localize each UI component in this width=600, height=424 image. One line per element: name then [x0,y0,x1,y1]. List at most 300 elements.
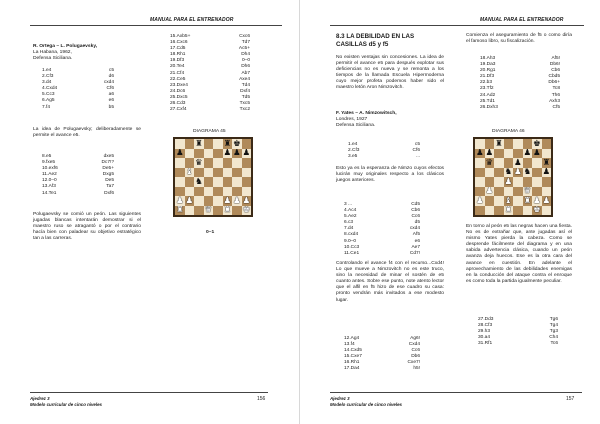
black-move: Tg6 [549,317,558,322]
board-square [494,168,504,178]
board-square [223,196,233,206]
board-square [504,206,514,216]
black-move: d5 [414,220,420,226]
board-square [175,206,185,216]
game-heading [336,111,456,129]
white-move: 21.Df3 [480,74,495,80]
black-move: b5 [108,104,114,110]
black-move: Cb6 [411,208,420,214]
black-move: Ch4 [549,335,558,341]
page-number: 156 [257,396,266,402]
white-move: 19.Da3 [480,62,496,68]
board-square [542,177,552,187]
board-square [175,187,185,197]
board-square [494,187,504,197]
chess-piece-icon: ♟ [485,148,494,158]
board-square [185,158,195,168]
white-move: 24.Dc6 [170,88,186,94]
footer-subtitle: Modelo curricular de cinco niveles [330,401,402,407]
board-square [242,196,252,206]
board-square [494,177,504,187]
commentary: No existen ventajas sin concesiones. La idea de permitir el avance e5 para después explotar sus deficiencias no es nueva y se remonta a los tiempos de la llamada Escuela Hipermoderna cuyo mejor profeta podemos haber sido el maestro letón Aron Nimzovitch. [336,55,444,91]
black-move: Cbd5 [548,74,560,80]
chess-piece-icon: ♚ [242,205,251,215]
board-square [175,168,185,178]
white-move: 12.0–0 [42,178,57,184]
board-square [232,177,242,187]
chess-piece-icon: ♟ [532,148,541,158]
board-square [223,149,233,159]
board-square [523,168,533,178]
section-title-line: 8.3 LA DEBILIDAD EN LAS [336,33,415,40]
board-square [175,139,185,149]
board-square [542,158,552,168]
board-square [532,196,542,206]
white-move: 3.d4 [42,80,52,86]
black-move: Txc5 [239,101,250,107]
chess-piece-icon: ♟ [223,148,232,158]
game-heading [33,44,153,62]
commentary: Polugaevsky se comió un peón. Las siguientes jugadas blancas intentarán demostrar si el maestro ruso se atragantó o por el contrario hacía bien con paladear su objetivo estratégico tan a las carreras. [33,212,141,242]
footer [30,396,102,407]
chess-piece-icon: ♟ [542,167,551,177]
board-square [213,177,223,187]
white-move: 3 ... [344,202,352,207]
board-square [185,168,195,178]
chess-piece-icon: ♜ [194,139,203,149]
black-move: De5+ [102,166,114,172]
game-result: 0–1 [206,230,215,235]
chess-piece-icon: ♜ [542,158,551,168]
board-square [213,168,223,178]
board-square [204,187,214,197]
black-move: Td4 [241,82,250,88]
black-move: cxd4 [409,226,420,232]
white-move: 25.Td1 [480,98,495,104]
board-square [485,149,495,159]
board-square [213,187,223,197]
board-square [532,206,542,216]
white-move: 1.e4 [42,68,52,73]
board-square [242,168,252,178]
black-move: e6 [108,98,114,104]
board-square [504,187,514,197]
white-move: 6.c3 [344,220,354,226]
header-rule [330,25,584,26]
white-move: 7.d4 [344,226,354,232]
chess-piece-icon: ♞ [523,167,532,177]
black-move: Ab7 [241,70,250,76]
black-move: Axe4 [239,76,250,82]
white-move: 16.Cxc6 [170,40,188,46]
board-square [475,168,485,178]
chess-piece-icon: ♟ [232,196,241,206]
commentary: Controlando el avance f4 con el recurso...Cxd4! Lo que mueve a Nimzovitch no es este truco, sino la necesidad de minar el sostén de e5 cuanto antes. Sobre ese punto, note atento lector que el alfil en f5 hizo de ese cuadro su casa: pronto vendrán más invitados a ese modesto lugar. [336,261,444,303]
board-square [232,168,242,178]
white-move: 6.Ag5 [42,98,55,104]
board-square [194,139,204,149]
page-header: MANUAL PARA EL ENTRENADOR [480,17,564,23]
board-square [513,187,523,197]
white-move: 27.Cxf4 [170,107,187,113]
white-move: 23.Dxe4 [170,82,188,88]
board-square [532,168,542,178]
chess-piece-icon: ♟ [532,196,541,206]
white-move: 13.Af3 [42,184,56,190]
chess-piece-icon: ♟ [504,177,513,187]
footer-title: Ajedrez 3 [30,396,50,401]
board-square [542,149,552,159]
board-square [485,187,495,197]
footer-rule [330,392,582,393]
board-square [494,206,504,216]
board-square [523,177,533,187]
white-move: 24.Ad2 [480,92,496,98]
board-square [232,139,242,149]
page-number: 157 [566,396,575,402]
chess-piece-icon: ♟ [242,148,251,158]
right-page [300,0,600,424]
move-row [480,105,560,111]
white-move: 25.Dxc5 [170,94,188,100]
board-square [504,149,514,159]
white-move: 10.Cc3 [344,244,360,250]
black-move: d6 [108,74,114,80]
black-move: De5 [105,178,114,184]
board-square [175,196,185,206]
white-move: 4.Cxd4 [42,86,58,92]
white-move: 27.Dd3 [478,317,494,322]
board-square [185,187,195,197]
board-square [204,177,214,187]
move-row [344,251,420,257]
chess-piece-icon: ♟ [232,148,241,158]
white-move: 16.Rh1 [344,360,360,366]
black-move: e6 [414,238,420,244]
game-players: R. Ortega – L. Polugaevsky, [33,44,98,49]
black-move: Ac5+ [238,46,250,52]
white-move: 30.a4 [478,335,491,341]
board-square [194,168,204,178]
board-square [523,139,533,149]
board-square [223,187,233,197]
white-move: 4.Ac4 [344,208,357,214]
moves-list [42,68,114,111]
board-square [232,158,242,168]
board-square [532,177,542,187]
board-square [213,158,223,168]
chess-piece-icon: ♟ [223,196,232,206]
board-square [523,149,533,159]
game-opening: Defensa Siciliana. [33,56,73,62]
board-square [485,168,495,178]
board-square [213,149,223,159]
footer-title: Ajedrez 3 [330,396,350,401]
board-square [232,187,242,197]
white-move: 14.Cxd5 [344,348,362,354]
board-square [542,196,552,206]
white-move: 22.Ce5 [170,76,186,82]
board-square [542,139,552,149]
page-header: MANUAL PARA EL ENTRENADOR [150,17,234,23]
board-square [532,158,542,168]
black-move: Dxf4 [240,88,250,94]
white-move: 8.cxd4 [344,232,359,238]
black-move: Th6 [551,92,560,98]
black-move: Ag6! [410,336,420,341]
chess-piece-icon: ♝ [185,167,194,177]
white-move: 15.Axb5+ [170,34,191,39]
moves-list [344,202,420,257]
white-move: 5.Cc3 [42,92,55,98]
chess-piece-icon: ♞ [504,167,513,177]
board-square [232,206,242,216]
black-move: Db6 [411,354,420,360]
board-square [542,168,552,178]
black-move: Cxc6 [239,34,250,39]
board-square [223,177,233,187]
board-square [213,196,223,206]
commentary: Esto ya es la esperanza de Nimzo cuyos efectos lucirán muy originales respecto a los clásicos juegos anteriores. [336,166,444,184]
board-square [542,206,552,216]
white-move: 9.fxe5 [42,160,56,166]
board-square [485,158,495,168]
board-square [504,196,514,206]
board-square [475,149,485,159]
board-square [242,158,252,168]
chess-piece-icon: ♜ [223,139,232,149]
moves-list [170,34,250,113]
chess-piece-icon: ♛ [194,158,203,168]
chess-piece-icon: ♟ [475,148,484,158]
moves-list [478,317,558,347]
chess-piece-icon: ♟ [185,196,194,206]
black-move: Db6+ [548,80,560,86]
chess-piece-icon: ♟ [513,167,522,177]
chess-piece-icon: ♛ [485,158,494,168]
board-square [213,139,223,149]
board-square [242,177,252,187]
board-square [494,149,504,159]
board-square [485,177,495,187]
chess-piece-icon: ♚ [532,205,541,215]
board-square [513,158,523,168]
board-square [223,158,233,168]
board-square [523,158,533,168]
board-square [223,168,233,178]
board-square [485,139,495,149]
board-square [185,177,195,187]
chess-piece-icon: ♟ [542,196,551,206]
footer-rule [30,392,268,393]
chess-piece-icon: ♜ [175,205,184,215]
board-square [185,196,195,206]
board-square [204,158,214,168]
board-square [523,206,533,216]
board-square [204,139,214,149]
commentary: Comienza el aseguramiento de f5 o como diría el famoso libro, su fiscalización. [466,33,572,45]
board-square [194,177,204,187]
white-move: 3.e5 [348,154,358,160]
board-square [513,149,523,159]
black-move: Cd5 [411,202,420,207]
board-square [185,149,195,159]
move-row [478,341,558,347]
board-square [185,139,195,149]
white-move: 11.Ae2 [42,172,57,178]
chess-piece-icon: ♛ [523,186,532,196]
black-move: Cf6 [412,148,420,154]
black-move: Dxf6 [104,190,114,196]
board-square [194,187,204,197]
board-square [242,149,252,159]
game-players: F. Yates – A. Nimzowitsch, [336,111,397,116]
board-square [242,139,252,149]
board-square [223,206,233,216]
board-square [504,177,514,187]
white-move: 29.h3 [478,329,491,335]
chess-piece-icon: ♛ [204,205,213,215]
white-move: 5.Ae2 [344,214,357,220]
black-move: Cf5 [552,104,560,110]
black-move: dxe5 [103,154,114,159]
moves-list [348,142,420,160]
black-move: Tg3 [549,329,558,335]
black-move: Tg4 [549,323,558,329]
white-move: 20.Te4 [170,64,185,70]
black-move: a6 [108,92,114,98]
white-move: 1.e4 [348,142,358,147]
diagram-caption: DIAGRAMA 45 [193,129,226,134]
white-move: 23.Tf2 [480,86,494,92]
white-move: 14.Te1 [42,190,57,196]
board-square [494,196,504,206]
white-move: 18.Ah3 [480,56,496,61]
black-move: ... [416,154,420,160]
board-square [213,206,223,216]
black-move: h5! [413,366,420,372]
board-square [494,139,504,149]
board-square [485,196,495,206]
footer-subtitle: Modelo curricular de cinco niveles [30,401,102,407]
move-row [348,154,420,160]
board-square [194,206,204,216]
board-square [185,206,195,216]
section-title [336,33,456,48]
white-move: 8.e5 [42,154,52,159]
black-move: Txc2 [239,107,250,113]
board-square [485,206,495,216]
board-square [204,196,214,206]
black-move: Axh3 [549,98,560,104]
chess-diagram [173,137,253,217]
black-move: Cb6 [551,68,560,74]
black-move: Cxe7! [407,360,420,366]
moves-list [480,56,560,111]
chess-piece-icon: ♟ [485,186,494,196]
white-move: 17.Cd5 [170,46,186,52]
board-square [475,158,485,168]
moves-list [42,154,114,197]
board-square [475,177,485,187]
board-square [475,187,485,197]
game-place: La Habana, 1962, [33,50,72,56]
white-move: 26.Dxh3 [480,104,498,110]
section-title-line: CASILLAS d5 y f5 [336,40,389,48]
black-move: Ae7 [411,244,420,250]
moves-list [344,336,420,373]
black-move: Dh4 [241,52,250,58]
commentary: En torno al peón e5 las negras hacen una fiesta. No es de extrañar que, ante jugadas así el mismo Yates pierda la cabeza. Como se desprende fácilmente del diagrama y en una sabida advertencia clásica, cuando un peón avanza deja huecos. Ese es la otra cara del avance en cuestión. En adelante el aprovechamiento de las debilidades enemigas en la conducción del ataque contra el enroque es como toda la partida igualmente peculiar. [466,224,572,284]
board-square [242,187,252,197]
board-square [475,206,485,216]
board-square [523,196,533,206]
board-square [232,149,242,159]
black-move: Dc7!? [101,160,114,166]
commentary: La idea de Polugaevsky; deliberadamente se permite el avance e5. [33,127,141,139]
chess-piece-icon: ♟ [523,148,532,158]
board-square [494,158,504,168]
board-square [513,168,523,178]
white-move: 31.Rf1 [478,341,493,347]
board-square [532,187,542,197]
board-square [204,168,214,178]
chess-piece-icon: ♜ [523,196,532,206]
board-square [504,158,514,168]
chess-piece-icon: ♜ [504,205,513,215]
board-square [542,187,552,197]
chess-piece-icon: ♟ [175,148,184,158]
white-move: 22.b3 [480,80,493,86]
white-move: 9.0–0 [344,238,357,244]
board-square [513,177,523,187]
board-square [223,139,233,149]
chess-diagram [473,137,553,217]
board-square [242,206,252,216]
black-move: c5 [108,68,114,73]
board-square [532,149,542,159]
chess-piece-icon: ♟ [513,158,522,168]
board-square [532,139,542,149]
board-square [204,149,214,159]
black-move: Cc6 [411,348,420,354]
move-row [42,105,114,111]
board-square [175,158,185,168]
white-move: 13.f4 [344,342,355,348]
chess-piece-icon: ♚ [232,139,241,149]
move-row [170,107,250,113]
white-move: 18.Rh1 [170,52,186,58]
black-move: Db6! [549,62,560,68]
board-square [175,177,185,187]
board-square [475,139,485,149]
white-move: 17.Da4 [344,366,360,372]
black-move: Af5 [412,232,420,238]
black-move: Tc6 [550,341,558,347]
black-move: Cc6 [411,214,420,220]
white-move: 12.Ag4 [344,336,360,341]
black-move: Td5 [241,94,250,100]
board-square [232,196,242,206]
chess-piece-icon: ♟ [475,196,484,206]
black-move: cxd4 [103,80,114,86]
board-square [175,149,185,159]
black-move: c5 [414,142,420,147]
board-square [513,206,523,216]
black-move: Af5! [551,56,560,61]
chess-piece-icon: ♟ [242,196,251,206]
move-row [42,191,114,197]
